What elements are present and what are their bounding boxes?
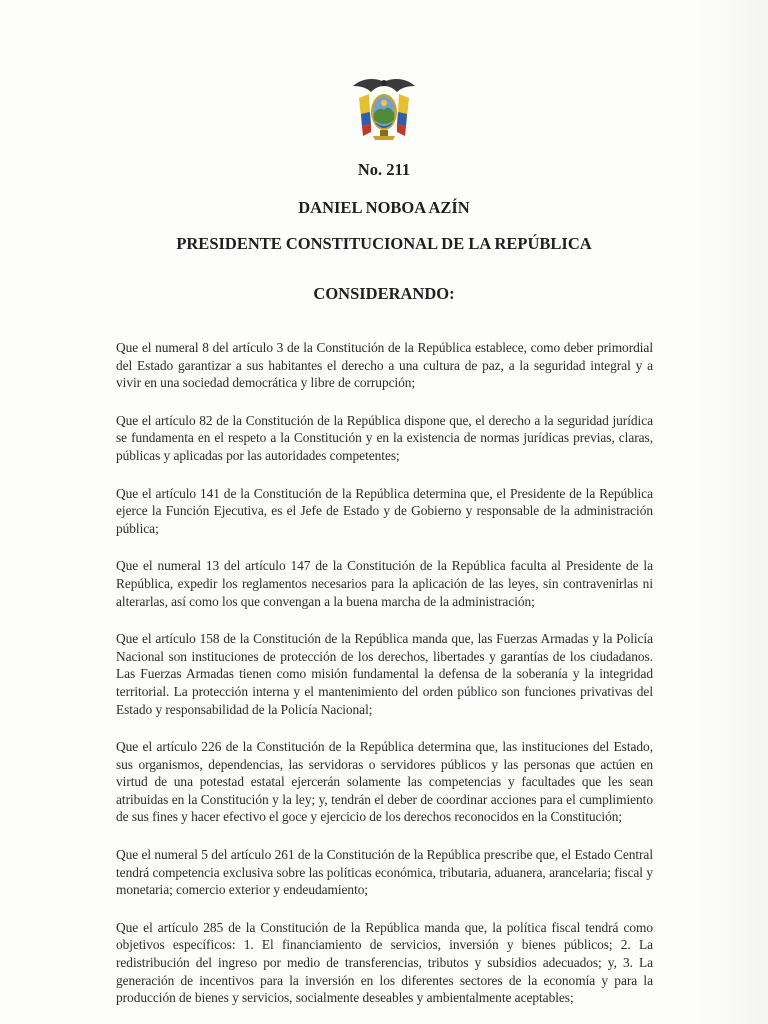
coat-of-arms-icon [351, 76, 417, 144]
president-name: DANIEL NOBOA AZÍN [298, 198, 470, 217]
paragraph: Que el artículo 158 de la Constitución de la República manda que, las Fuerzas Armadas y la Policía Nacional son instituciones de protección de los derechos, libertades y garantías de los ciudadanos. Las Fuerzas Armadas tienen como misión fundamental la defensa de la soberanía y la integridad territorial. La protección interna y el mantenimiento del orden público son funciones privativas del Estado y responsabilidad de la Policía Nacional; [116, 631, 653, 717]
paragraph: Que el artículo 226 de la Constitución de la República determina que, las instituciones del Estado, sus organismos, dependencias, las servidoras o servidores públicos y las personas que actúen en virtud de una potestad estatal ejercerán solamente las competencias y facultades que les sean atribuidas en la Constitución y la ley; y, tendrán el deber de coordinar acciones para el cumplimiento de sus fines y hacer efectivo el goce y ejercicio de los derechos reconocidos en la Constitución; [116, 739, 653, 825]
paragraph: Que el artículo 285 de la Constitución de la República manda que, la política fiscal tendrá como objetivos específicos: 1. El financiamiento de servicios, inversión y bienes públicos; 2. La redistribución del ingreso por medio de transferencias, tributos y subsidios adecuados; y, 3. La generación de incentivos para la inversión en los diferentes sectores de la economía y para la producción de bienes y servicios, socialmente deseables y ambientalmente aceptables; [116, 919, 653, 1006]
paragraph: Que el artículo 82 de la Constitución de la República dispone que, el derecho a la seguridad jurídica se fundamenta en el respeto a la Constitución y en la existencia de normas jurídicas previas, claras, públicas y aplicadas por las autoridades competentes; [116, 412, 653, 463]
decree-number: No. 211 [357, 160, 411, 179]
paragraph: Que el artículo 141 de la Constitución de la República determina que, el Presidente de la República ejerce la Función Ejecutiva, es el Jefe de Estado y de Gobierno y responsable de la administración pública; [116, 485, 653, 536]
paragraph: Que el numeral 8 del artículo 3 de la Constitución de la República establece, como deber primordial del Estado garantizar a sus habitantes el derecho a una cultura de paz, a la seguridad integral y a vivir en una sociedad democrática y libre de corrupción; [116, 340, 653, 391]
section-heading-considerando: CONSIDERANDO: [313, 284, 455, 303]
document-body [116, 339, 653, 1024]
president-title: PRESIDENTE CONSTITUCIONAL DE LA REPÚBLICA [176, 234, 592, 253]
paragraph: Que el numeral 13 del artículo 147 de la Constitución de la República faculta al Presidente de la República, expedir los reglamentos necesarios para la aplicación de las leyes, sin contravenirlas ni alterarlas, así como los que convengan a la buena marcha de la administración; [116, 558, 653, 609]
paragraph: Que el numeral 5 del artículo 261 de la Constitución de la República prescribe que, el Estado Central tendrá competencia exclusiva sobre las políticas económica, tributaria, aduanera, arancelaria; fiscal y monetaria; comercio exterior y endeudamiento; [116, 847, 653, 898]
